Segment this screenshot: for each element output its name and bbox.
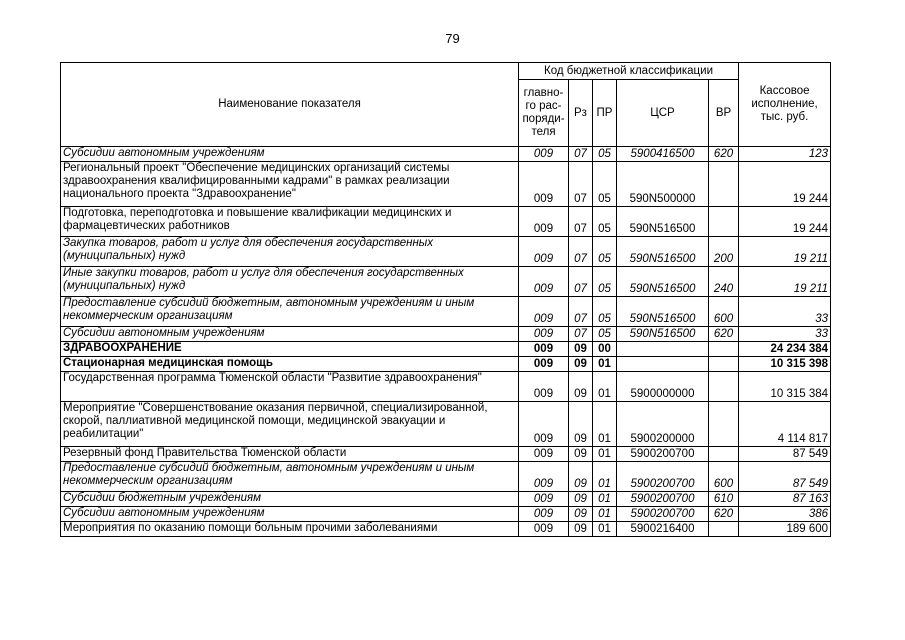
column-header-grbs: главно- го рас- поряди- теля — [519, 80, 569, 147]
row-csr-code — [617, 342, 709, 357]
row-csr-code: 5900200000 — [617, 402, 709, 447]
table-body — [61, 147, 831, 537]
column-header-pr: ПР — [593, 80, 617, 147]
row-csr-code: 590N516500 — [617, 207, 709, 237]
row-csr-code: 5900200700 — [617, 492, 709, 507]
row-name: Закупка товаров, работ и услуг для обеспечения государственных (муниципальных) нужд — [61, 237, 519, 267]
row-grbs-code: 009 — [519, 522, 569, 537]
table-row — [61, 492, 831, 507]
row-name: Государственная программа Тюменской области "Развитие здравоохранения" — [61, 372, 519, 402]
row-pr-code: 05 — [593, 327, 617, 342]
table-row — [61, 372, 831, 402]
row-grbs-code: 009 — [519, 162, 569, 207]
column-header-classification: Код бюджетной классификации — [519, 63, 739, 80]
column-header-name: Наименование показателя — [61, 63, 519, 147]
row-grbs-code: 009 — [519, 342, 569, 357]
column-header-vr: ВР — [709, 80, 739, 147]
row-amount: 87 549 — [739, 462, 831, 492]
row-grbs-code: 009 — [519, 237, 569, 267]
row-name: Субсидии автономным учреждениям — [61, 507, 519, 522]
row-csr-code: 590N500000 — [617, 162, 709, 207]
row-pr-code: 05 — [593, 267, 617, 297]
row-vr-code — [709, 207, 739, 237]
row-csr-code: 5900416500 — [617, 147, 709, 162]
row-csr-code: 5900200700 — [617, 462, 709, 492]
row-rz-code: 07 — [569, 207, 593, 237]
row-rz-code: 09 — [569, 522, 593, 537]
row-rz-code: 07 — [569, 267, 593, 297]
table-row — [61, 402, 831, 447]
row-amount: 87 163 — [739, 492, 831, 507]
row-vr-code: 620 — [709, 327, 739, 342]
row-vr-code — [709, 342, 739, 357]
row-csr-code: 5900200700 — [617, 507, 709, 522]
row-pr-code: 01 — [593, 372, 617, 402]
row-rz-code: 09 — [569, 402, 593, 447]
row-rz-code: 09 — [569, 447, 593, 462]
row-pr-code: 05 — [593, 297, 617, 327]
row-amount: 33 — [739, 297, 831, 327]
table-row — [61, 357, 831, 372]
row-vr-code: 200 — [709, 237, 739, 267]
row-rz-code: 09 — [569, 342, 593, 357]
row-csr-code: 5900216400 — [617, 522, 709, 537]
row-csr-code: 5900000000 — [617, 372, 709, 402]
row-amount: 386 — [739, 507, 831, 522]
row-pr-code: 05 — [593, 162, 617, 207]
row-pr-code: 00 — [593, 342, 617, 357]
row-rz-code: 09 — [569, 507, 593, 522]
row-amount: 19 244 — [739, 207, 831, 237]
row-vr-code: 240 — [709, 267, 739, 297]
row-csr-code: 5900200700 — [617, 447, 709, 462]
table-row — [61, 237, 831, 267]
row-pr-code: 01 — [593, 462, 617, 492]
row-amount: 33 — [739, 327, 831, 342]
row-rz-code: 09 — [569, 462, 593, 492]
table-row — [61, 447, 831, 462]
table-header — [61, 63, 831, 147]
row-amount: 24 234 384 — [739, 342, 831, 357]
row-vr-code: 620 — [709, 147, 739, 162]
row-amount: 19 244 — [739, 162, 831, 207]
row-vr-code: 620 — [709, 507, 739, 522]
row-pr-code: 05 — [593, 237, 617, 267]
column-header-amount: Кассовое исполнение, тыс. руб. — [739, 63, 831, 147]
table-row — [61, 462, 831, 492]
row-csr-code: 590N516500 — [617, 297, 709, 327]
row-name: Иные закупки товаров, работ и услуг для обеспечения государственных (муниципальных) нужд — [61, 267, 519, 297]
row-pr-code: 01 — [593, 447, 617, 462]
row-vr-code — [709, 522, 739, 537]
table-row — [61, 147, 831, 162]
row-rz-code: 07 — [569, 327, 593, 342]
row-rz-code: 09 — [569, 492, 593, 507]
row-amount: 10 315 398 — [739, 357, 831, 372]
row-vr-code — [709, 447, 739, 462]
row-vr-code — [709, 402, 739, 447]
row-pr-code: 01 — [593, 522, 617, 537]
row-name: Стационарная медицинская помощь — [61, 357, 519, 372]
row-grbs-code: 009 — [519, 492, 569, 507]
row-rz-code: 09 — [569, 357, 593, 372]
page-number: 79 — [445, 31, 460, 46]
table-row — [61, 522, 831, 537]
row-grbs-code: 009 — [519, 402, 569, 447]
row-vr-code: 600 — [709, 462, 739, 492]
row-csr-code: 590N516500 — [617, 327, 709, 342]
row-name: Мероприятие "Совершенствование оказания первичной, специализированной, скорой, паллиативной медицинской помощи, медицинской эвакуации и реабилитации" — [61, 402, 519, 447]
row-pr-code: 05 — [593, 147, 617, 162]
row-name: Субсидии автономным учреждениям — [61, 327, 519, 342]
row-amount: 19 211 — [739, 237, 831, 267]
row-csr-code: 590N516500 — [617, 267, 709, 297]
row-name: Региональный проект "Обеспечение медицинских организаций системы здравоохранения квалифицированными кадрами" в рамках реализации национального проекта "Здравоохранение" — [61, 162, 519, 207]
row-grbs-code: 009 — [519, 372, 569, 402]
row-grbs-code: 009 — [519, 147, 569, 162]
row-rz-code: 07 — [569, 147, 593, 162]
row-pr-code: 05 — [593, 207, 617, 237]
table-row — [61, 507, 831, 522]
row-name: Предоставление субсидий бюджетным, автономным учреждениям и иным некоммерческим организациям — [61, 462, 519, 492]
row-name: Мероприятия по оказанию помощи больным прочими заболеваниями — [61, 522, 519, 537]
table-row — [61, 297, 831, 327]
row-vr-code — [709, 162, 739, 207]
row-amount: 19 211 — [739, 267, 831, 297]
row-pr-code: 01 — [593, 492, 617, 507]
row-amount: 4 114 817 — [739, 402, 831, 447]
row-rz-code: 07 — [569, 237, 593, 267]
column-header-csr: ЦСР — [617, 80, 709, 147]
row-grbs-code: 009 — [519, 447, 569, 462]
budget-table — [60, 62, 831, 537]
row-grbs-code: 009 — [519, 207, 569, 237]
table-row — [61, 327, 831, 342]
row-name: Субсидии бюджетным учреждениям — [61, 492, 519, 507]
row-rz-code: 09 — [569, 372, 593, 402]
row-grbs-code: 009 — [519, 462, 569, 492]
column-header-rz: Рз — [569, 80, 593, 147]
table-row — [61, 162, 831, 207]
row-amount: 123 — [739, 147, 831, 162]
row-name: Подготовка, переподготовка и повышение квалификации медицинских и фармацевтических работников — [61, 207, 519, 237]
row-vr-code — [709, 357, 739, 372]
table-row — [61, 342, 831, 357]
row-name: Субсидии автономным учреждениям — [61, 147, 519, 162]
row-vr-code — [709, 372, 739, 402]
row-pr-code: 01 — [593, 357, 617, 372]
row-rz-code: 07 — [569, 297, 593, 327]
row-grbs-code: 009 — [519, 357, 569, 372]
row-amount: 189 600 — [739, 522, 831, 537]
row-grbs-code: 009 — [519, 267, 569, 297]
row-vr-code: 610 — [709, 492, 739, 507]
row-pr-code: 01 — [593, 507, 617, 522]
row-name: Предоставление субсидий бюджетным, автономным учреждениям и иным некоммерческим организациям — [61, 297, 519, 327]
row-name: ЗДРАВООХРАНЕНИЕ — [61, 342, 519, 357]
row-grbs-code: 009 — [519, 327, 569, 342]
row-name: Резервный фонд Правительства Тюменской области — [61, 447, 519, 462]
row-vr-code: 600 — [709, 297, 739, 327]
row-grbs-code: 009 — [519, 507, 569, 522]
row-pr-code: 01 — [593, 402, 617, 447]
row-amount: 10 315 384 — [739, 372, 831, 402]
table-row — [61, 267, 831, 297]
row-csr-code — [617, 357, 709, 372]
row-rz-code: 07 — [569, 162, 593, 207]
row-grbs-code: 009 — [519, 297, 569, 327]
row-csr-code: 590N516500 — [617, 237, 709, 267]
row-amount: 87 549 — [739, 447, 831, 462]
table-row — [61, 207, 831, 237]
